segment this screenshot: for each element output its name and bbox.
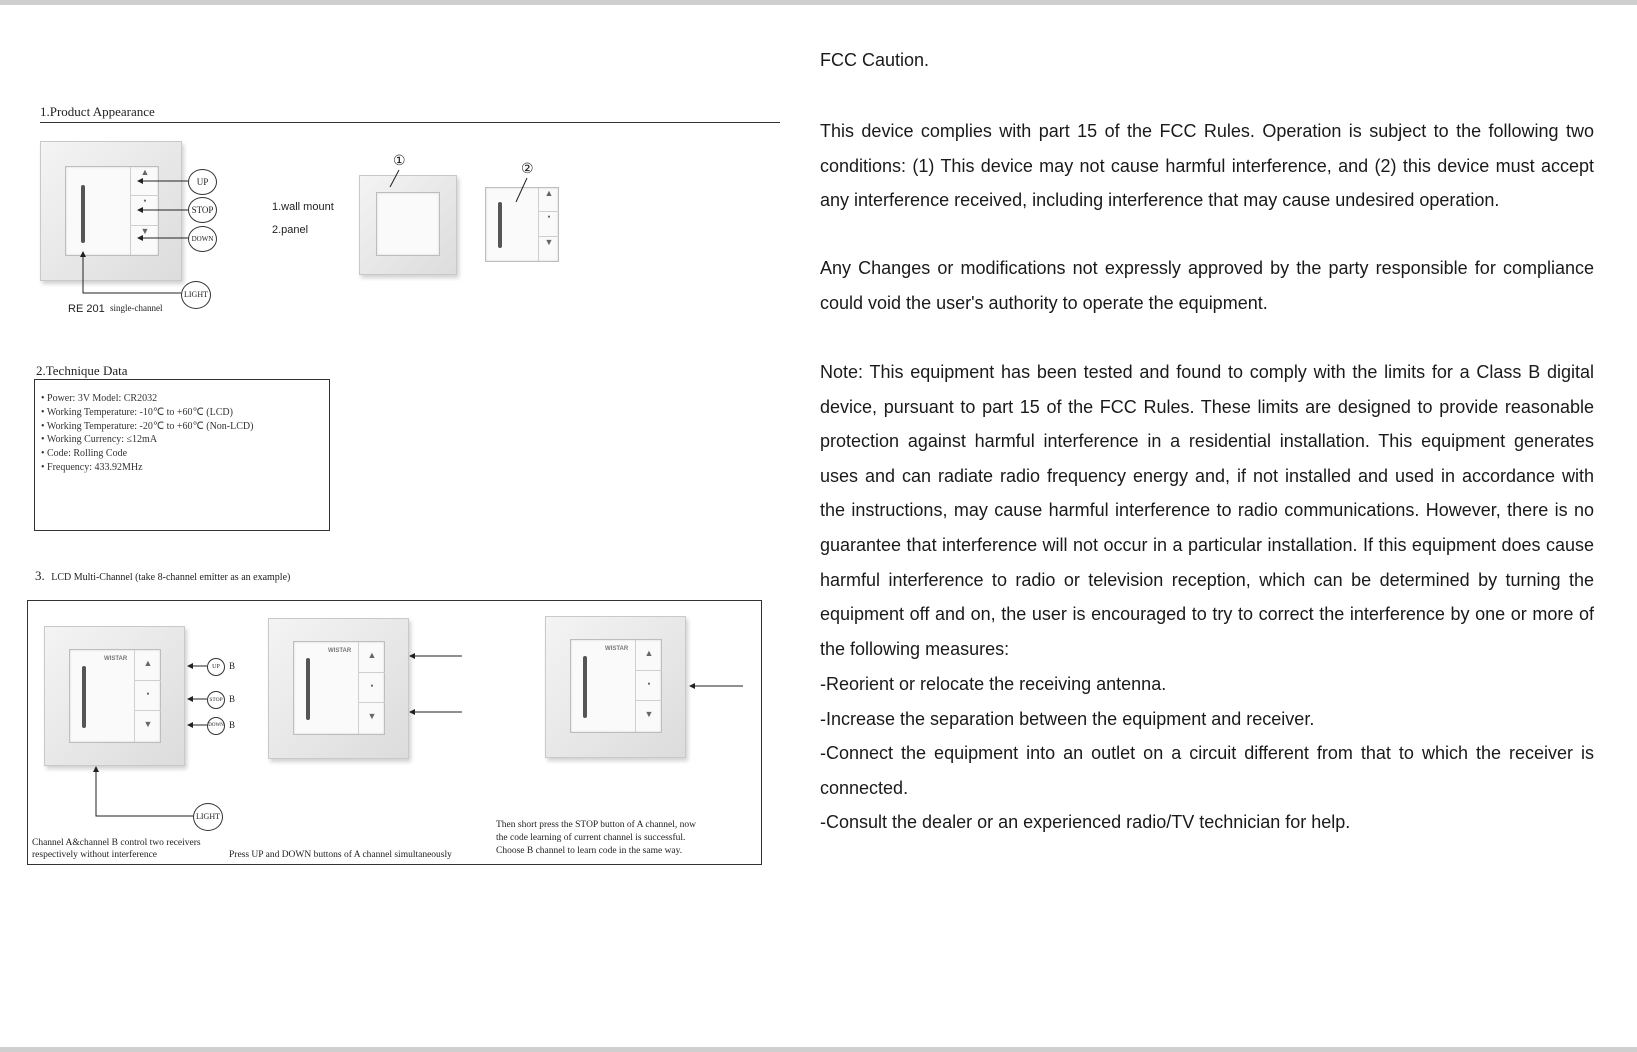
- tech-line: • Working Currency: ≤12mA: [41, 434, 158, 446]
- remote-a-up-icon: ▲: [135, 650, 161, 681]
- remote-b-up-icon: ▲: [359, 642, 385, 673]
- tech-line: • Working Temperature: -20℃ to +60℃ (Non-LCD): [41, 420, 254, 432]
- fcc-paragraph-compliance: This device complies with part 15 of the FCC Rules. Operation is subject to the following two conditions: (1) This device may not cause harmful interference, and (2) this device must accept any interference received, including interference that may cause undesired operation.: [820, 121, 1594, 211]
- remote-c-slot: [583, 656, 587, 718]
- tech-line: • Working Temperature: -10℃ to +60℃ (LCD): [41, 406, 233, 418]
- caption-channels: [32, 837, 201, 861]
- panel-label: 2.panel: [272, 224, 309, 236]
- ml-light-callout: LIGHT: [193, 803, 223, 831]
- product-appearance-title: 1.Product Appearance: [40, 104, 155, 119]
- tech-line: • Power: 3V Model: CR2032: [41, 393, 158, 404]
- channel-marker: B: [229, 720, 236, 730]
- remote-a-down-icon: ▼: [143, 719, 153, 730]
- remote-b-face: [293, 641, 385, 735]
- panel-stop-icon: •: [539, 212, 559, 236]
- fcc-measures-list: [820, 667, 1594, 840]
- ml-up-callout: UP: [207, 658, 225, 676]
- section-divider: [40, 122, 780, 123]
- panel-image: [485, 187, 559, 262]
- top-border: [0, 0, 1637, 5]
- ml-down-callout: DOWN: [207, 717, 225, 735]
- light-callout: LIGHT: [181, 281, 211, 309]
- remote-b-button-column: [358, 642, 385, 734]
- lcd-multichannel-title: [35, 568, 290, 584]
- measure-item: -Connect the equipment into an outlet on a circuit different from that to which the receiver is connected.: [820, 743, 1594, 798]
- remote-a-stop-icon: •: [135, 681, 161, 712]
- remote-b-down-icon: ▼: [367, 711, 377, 722]
- measure-item: -Consult the dealer or an experienced radio/TV technician for help.: [820, 812, 1351, 833]
- brand-logo: WISTAR: [328, 648, 352, 654]
- remote-c-down-icon: ▼: [644, 709, 654, 720]
- multichannel-remote-c-image: [545, 616, 686, 758]
- technique-data-box: [34, 379, 330, 531]
- down-key-icon: ▼: [140, 225, 150, 236]
- remote-c-button-column: [635, 640, 662, 732]
- stop-key-icon: •: [131, 196, 159, 225]
- remote-a-button-column: [134, 650, 161, 742]
- channel-marker: B: [229, 661, 236, 671]
- remote-b-slot: [306, 658, 310, 720]
- model-label: RE 201: [68, 303, 105, 315]
- brand-logo: WISTAR: [104, 656, 128, 662]
- remote-b-stop-icon: •: [359, 673, 385, 704]
- remote-c-stop-icon: •: [636, 671, 662, 702]
- fcc-heading: FCC Caution.: [820, 50, 930, 70]
- brand-logo: WISTAR: [605, 646, 629, 652]
- remote-slot: [81, 185, 85, 243]
- remote-face: [65, 166, 159, 256]
- up-key-icon: ▲: [131, 167, 159, 196]
- tech-line: • Frequency: 433.92MHz: [41, 461, 143, 473]
- measure-item: -Increase the separation between the equipment and receiver.: [820, 708, 1315, 729]
- measure-item: -Reorient or relocate the receiving antenna.: [820, 674, 1167, 694]
- caption-press-up-down: Press UP and DOWN buttons of A channel simultaneously: [229, 850, 452, 860]
- section3-title-text: LCD Multi-Channel (take 8-channel emitter as an example): [51, 572, 291, 583]
- marker-1: ①: [393, 154, 406, 169]
- caption-stop-learning: [496, 819, 696, 858]
- caption-line: the code learning of current channel is successful.: [496, 833, 686, 843]
- wall-mount-label: 1.wall mount: [272, 201, 334, 213]
- panel-button-column: [538, 188, 559, 261]
- technique-data-title: 2.Technique Data: [36, 363, 128, 378]
- remote-a-slot: [82, 666, 86, 728]
- stop-callout: STOP: [188, 197, 217, 223]
- multichannel-remote-a-image: [44, 626, 185, 766]
- channel-marker: B: [229, 694, 236, 704]
- remote-c-face: [570, 639, 662, 733]
- wall-mount-image: [359, 175, 457, 275]
- remote-a-face: [69, 649, 161, 743]
- fcc-paragraph-note: Note: This equipment has been tested and found to comply with the limits for a Class B digital device, pursuant to part 15 of the FCC Rules. These limits are designed to provide reasonable protection against harmful interference in a residential installation. This equipment generates uses and can radiate radio frequency energy and, if not installed and used in accordance with the instructions, may cause harmful interference to radio communications. However, there is no guarantee that interference will not occur in a particular installation. If this equipment does cause harmful interference to radio or television reception, which can be determined by turning the equipment off and on, the user is encouraged to try to correct the interference by one or more of the following measures:: [820, 362, 1594, 659]
- up-callout: UP: [188, 169, 217, 195]
- panel-down-icon: ▼: [544, 236, 554, 247]
- model-note: single-channel: [110, 303, 163, 313]
- bottom-border: [0, 1047, 1637, 1052]
- ml-stop-callout: STOP: [207, 691, 225, 709]
- tech-line: • Code: Rolling Code: [41, 448, 128, 460]
- caption-line: respectively without interference: [32, 850, 158, 860]
- multichannel-remote-b-image: [268, 618, 409, 759]
- caption-line: Then short press the STOP button of A channel, now: [496, 820, 697, 830]
- single-channel-remote-image: [40, 141, 182, 281]
- down-callout: DOWN: [188, 226, 217, 252]
- fcc-paragraph-modifications: Any Changes or modifications not expressly approved by the party responsible for compliance could void the user's authority to operate the equipment.: [820, 258, 1594, 313]
- caption-line: Choose B channel to learn code in the same way.: [496, 846, 683, 856]
- wall-mount-plate: [376, 192, 440, 256]
- remote-button-column: [130, 167, 159, 255]
- marker-2: ②: [521, 162, 534, 177]
- caption-line: Channel A&channel B control two receivers: [32, 838, 201, 848]
- panel-up-icon: ▲: [539, 188, 559, 212]
- remote-c-up-icon: ▲: [636, 640, 662, 671]
- panel-slot: [498, 202, 502, 248]
- section3-number: 3.: [35, 568, 45, 583]
